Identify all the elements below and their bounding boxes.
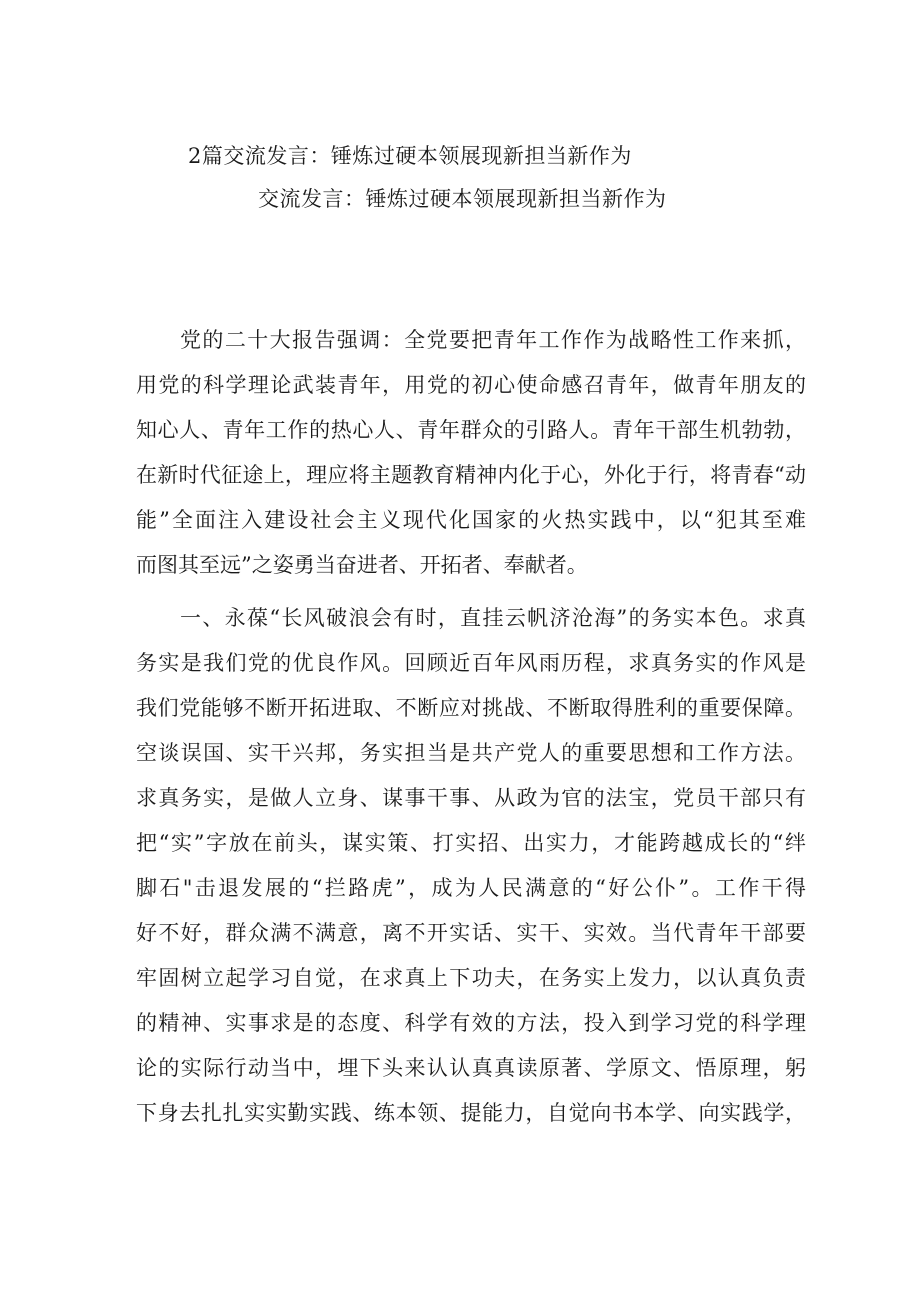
paragraph-line: 在新时代征途上，理应将主题教育精神内化于心，外化于行，将青春“动 [136,463,806,487]
paragraph-line: 我们党能够不断开拓进取、不断应对挑战、不断取得胜利的重要保障。 [136,696,806,720]
paragraph-line: 而图其至远”之姿勇当奋进者、开拓者、奉献者。 [136,553,588,577]
paragraph-line: 把“实”字放在前头，谋实策、打实招、出实力，才能跨越成长的“绊 [136,831,806,855]
paragraph-line: 一、永葆“长风破浪会有时，直挂云帆济沧海”的务实本色。求真 [180,606,806,630]
paragraph-line: 的精神、实事求是的态度、科学有效的方法，投入到学习党的科学理 [136,1011,806,1035]
paragraph-line: 知心人、青年工作的热心人、青年群众的引路人。青年干部生机勃勃， [136,418,806,442]
paragraph-line: 务实是我们党的优良作风。回顾近百年风雨历程，求真务实的作风是 [136,651,806,675]
paragraph-line: 求真务实，是做人立身、谋事干事、从政为官的法宝，党员干部只有 [136,786,806,810]
document-title: 2篇交流发言：锤炼过硬本领展现新担当新作为 [188,144,632,168]
paragraph-line: 脚石"击退发展的“拦路虎”，成为人民满意的“好公仆”。工作干得 [136,876,806,900]
paragraph-line: 论的实际行动当中，埋下头来认认真真读原著、学原文、悟原理，躬 [136,1056,806,1080]
paragraph-line: 下身去扎扎实实勤实践、练本领、提能力，自觉向书本学、向实践学， [136,1101,806,1125]
paragraph-line: 能”全面注入建设社会主义现代化国家的火热实践中，以“犯其至难 [136,508,806,532]
paragraph-line: 空谈误国、实干兴邦，务实担当是共产党人的重要思想和工作方法。 [136,741,806,765]
paragraph-line: 好不好，群众满不满意，离不开实话、实干、实效。当代青年干部要 [136,921,806,945]
paragraph-line: 用党的科学理论武装青年，用党的初心使命感召青年，做青年朋友的 [136,373,806,397]
document-subtitle: 交流发言：锤炼过硬本领展现新担当新作为 [258,187,667,211]
paragraph-line: 牢固树立起学习自觉，在求真上下功夫，在务实上发力，以认真负责 [136,966,806,990]
paragraph-line: 党的二十大报告强调：全党要把青年工作作为战略性工作来抓， [180,328,806,352]
